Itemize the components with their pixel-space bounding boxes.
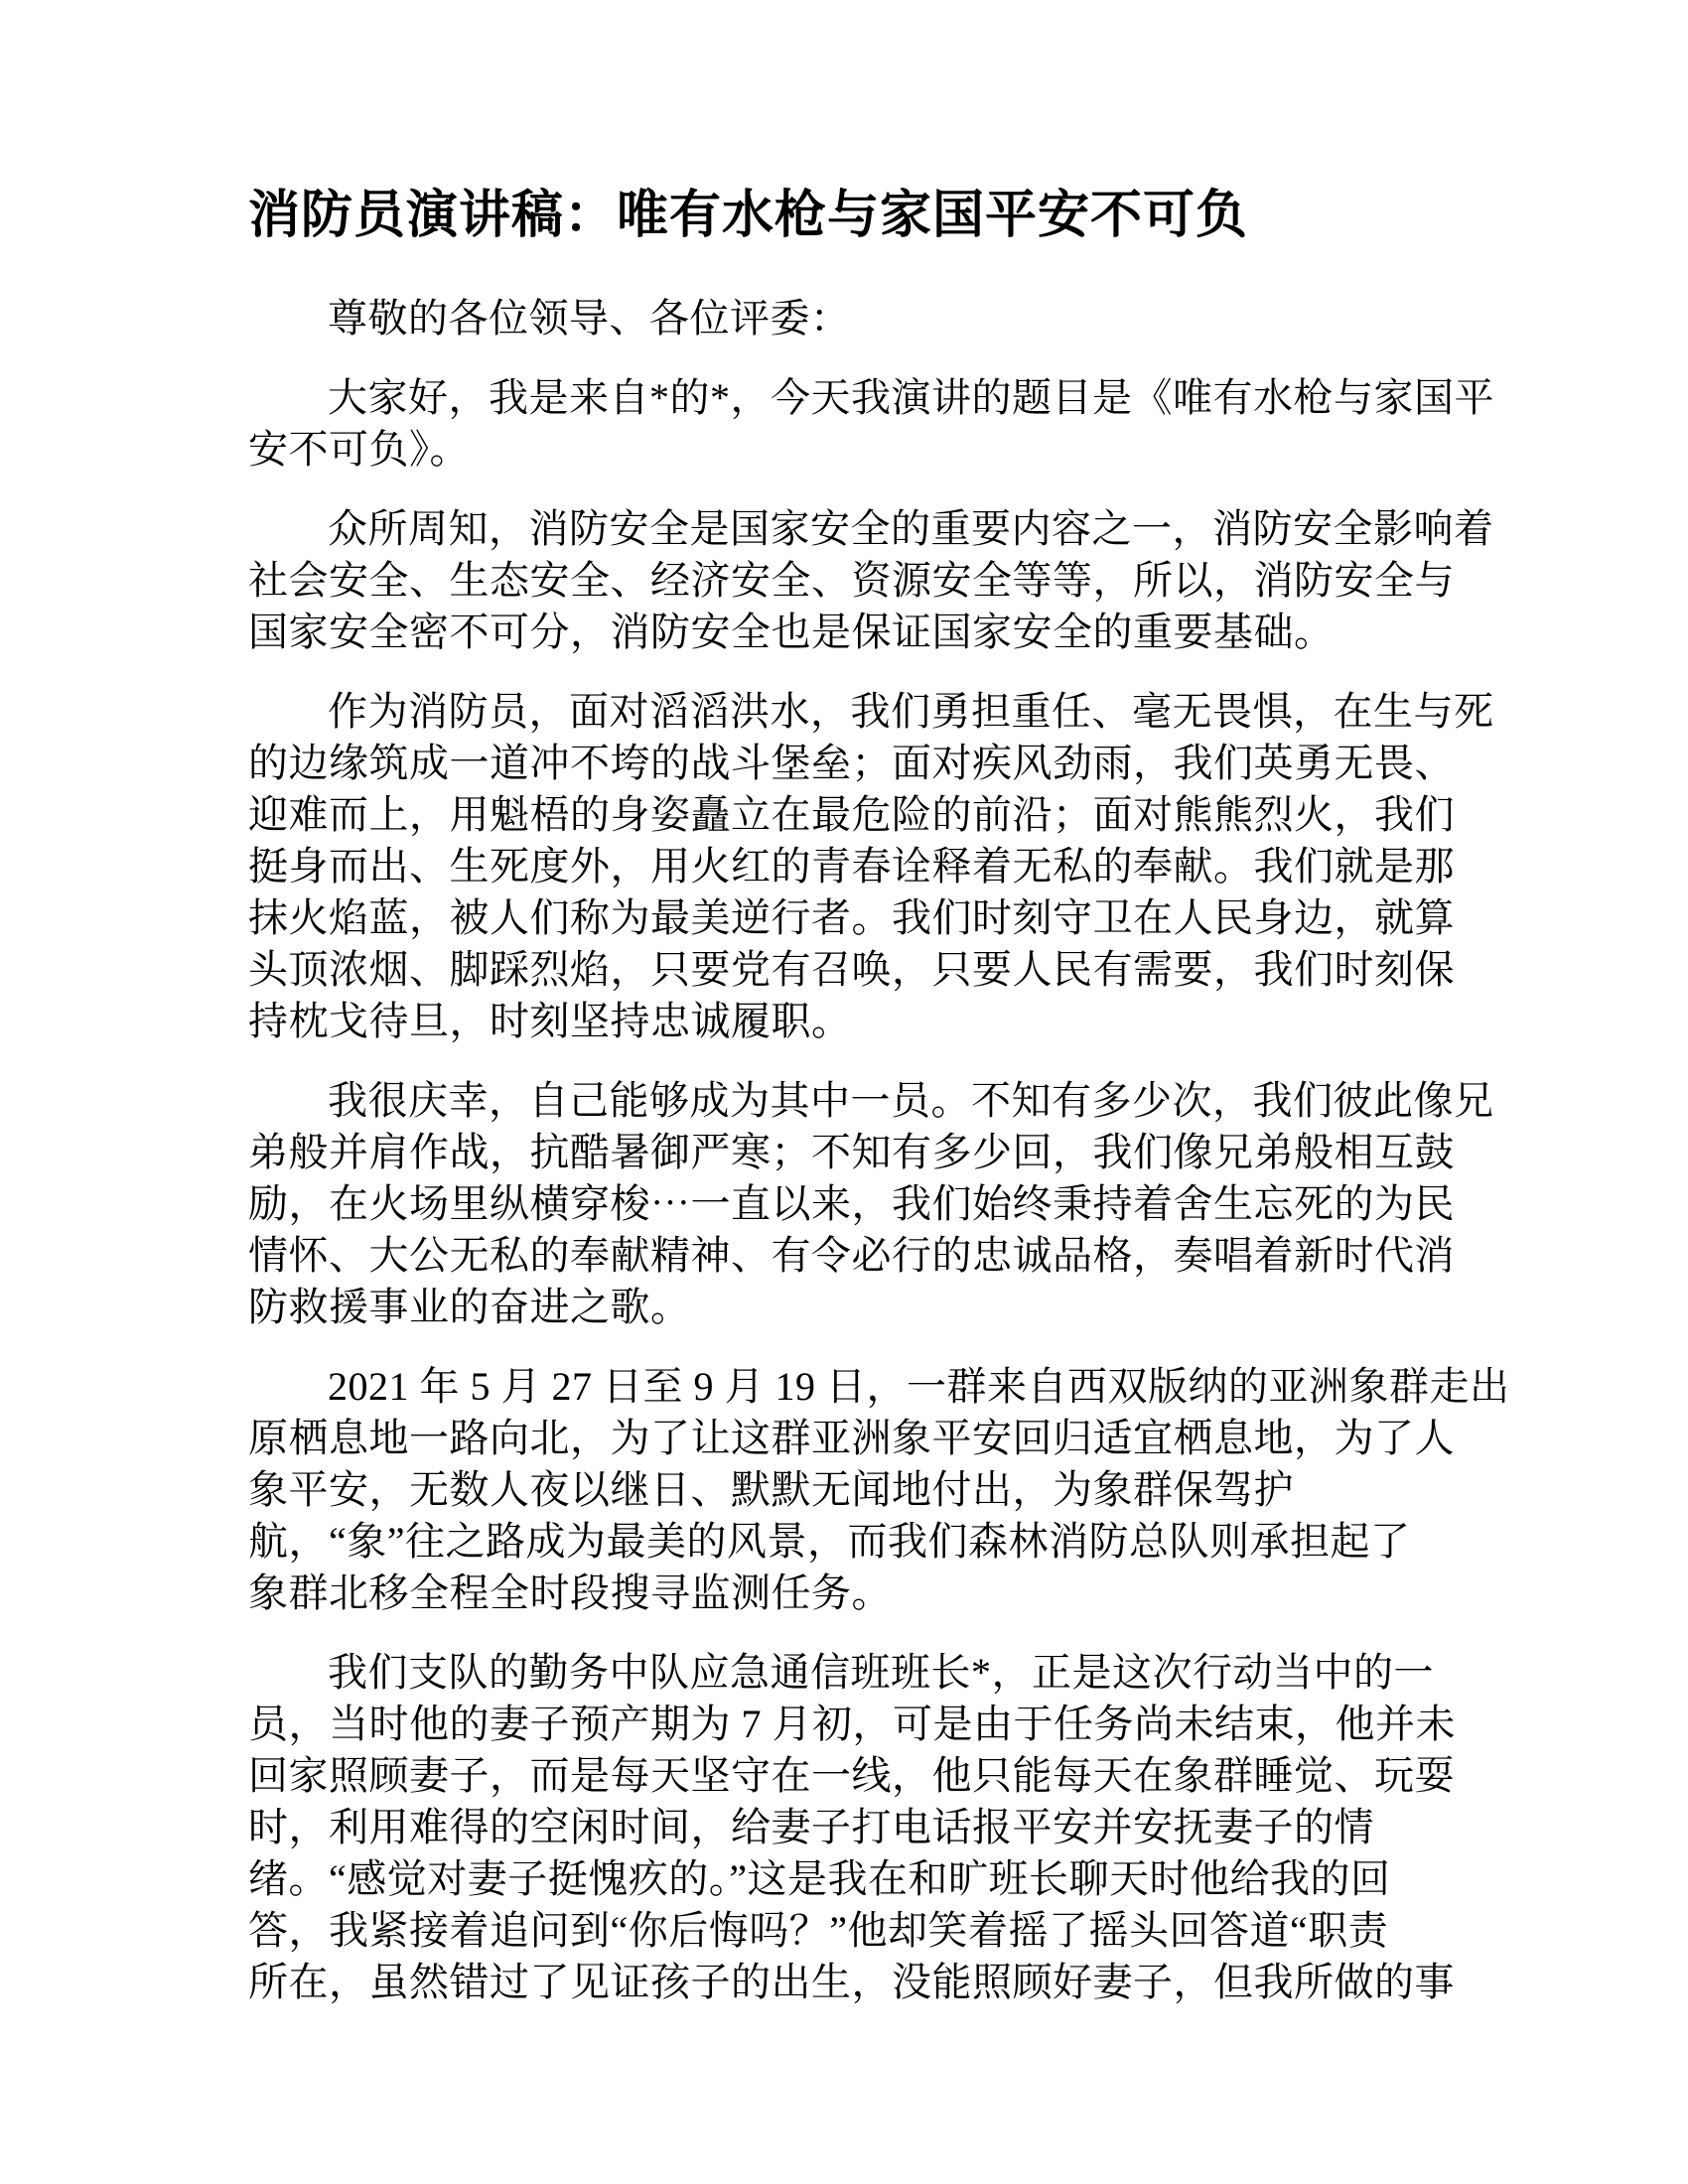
text-line: 的边缘筑成一道冲不垮的战斗堡垒；面对疾风劲雨，我们英勇无畏、: [248, 741, 1455, 785]
paragraph: [248, 293, 1440, 344]
document-title: 消防员演讲稿：唯有水枪与家国平安不可负: [248, 187, 1249, 244]
text-line: 时，利用难得的空闲时间，给妻子打电话报平安并安抚妻子的情: [248, 1805, 1374, 1849]
text-line: 头顶浓烟、脚踩烈焰，只要党有召唤，只要人民有需要，我们时刻保: [248, 947, 1455, 992]
text-line: 象群北移全程全时段搜寻监测任务。: [248, 1570, 892, 1615]
text-line: 2021 年 5 月 27 日至 9 月 19 日，一群来自西双版纳的亚洲象群走出: [328, 1364, 1510, 1409]
paragraph: [248, 1647, 1456, 2008]
text-line: 迎难而上，用魁梧的身姿矗立在最危险的前沿；面对熊熊烈火，我们: [248, 792, 1455, 837]
text-line: 大家好，我是来自*的*，今天我演讲的题目是《唯有水枪与家国平: [328, 375, 1494, 420]
document-body: [248, 293, 1510, 2008]
text-line: 挺身而出、生死度外，用火红的青春诠释着无私的奉献。我们就是那: [248, 844, 1455, 888]
paragraph: [248, 686, 1494, 1047]
paragraph: [248, 503, 1494, 658]
text-line: 社会安全、生态安全、经济安全、资源安全等等，所以，消防安全与: [248, 558, 1455, 603]
paragraph: [248, 372, 1494, 476]
text-line: 答，我紧接着追问到“你后悔吗？”他却笑着摇了摇头回答道“职责: [248, 1908, 1389, 1953]
text-line: 国家安全密不可分，消防安全也是保证国家安全的重要基础。: [248, 610, 1335, 654]
text-line: 尊敬的各位领导、各位评委：: [328, 296, 851, 341]
text-line: 情怀、大公无私的奉献精神、有令必行的忠诚品格，奏唱着新时代消: [248, 1233, 1455, 1278]
text-line: 弟般并肩作战，抗酷暑御严寒；不知有多少回，我们像兄弟般相互鼓: [248, 1130, 1455, 1174]
text-line: 原栖息地一路向北，为了让这群亚洲象平安回归适宜栖息地，为了人: [248, 1416, 1455, 1460]
text-line: 抹火焰蓝，被人们称为最美逆行者。我们时刻守卫在人民身边，就算: [248, 895, 1455, 940]
text-line: 我们支队的勤务中队应急通信班班长*，正是这次行动当中的一: [328, 1650, 1434, 1695]
paragraph: [248, 1361, 1510, 1619]
text-line: 安不可负》。: [248, 427, 470, 472]
text-line: 作为消防员，面对滔滔洪水，我们勇担重任、毫无畏惧，在生与死: [328, 689, 1494, 734]
paragraph: [248, 1075, 1494, 1333]
text-line: 持枕戈待旦，时刻坚持忠诚履职。: [248, 999, 852, 1043]
text-line: 航，“象”往之路成为最美的风景，而我们森林消防总队则承担起了: [248, 1519, 1411, 1564]
text-line: 回家照顾妻子，而是每天坚守在一线，他只能每天在象群睡觉、玩耍: [248, 1753, 1455, 1798]
text-line: 象平安，无数人夜以继日、默默无闻地付出，为象群保驾护: [248, 1467, 1294, 1512]
text-line: 我很庆幸，自己能够成为其中一员。不知有多少次，我们彼此像兄: [328, 1078, 1494, 1123]
text-line: 所在，虽然错过了见证孩子的出生，没能照顾好妻子，但我所做的事: [248, 1960, 1455, 2004]
text-line: 员，当时他的妻子预产期为 7 月初，可是由于任务尚未结束，他并未: [248, 1702, 1456, 1746]
text-line: 防救援事业的奋进之歌。: [248, 1285, 691, 1329]
text-line: 励，在火场里纵横穿梭⋯一直以来，我们始终秉持着舍生忘死的为民: [248, 1181, 1455, 1226]
text-line: 绪。“感觉对妻子挺愧疚的。”这是我在和旷班长聊天时他给我的回: [248, 1856, 1391, 1901]
text-line: 众所周知，消防安全是国家安全的重要内容之一，消防安全影响着: [328, 506, 1494, 551]
